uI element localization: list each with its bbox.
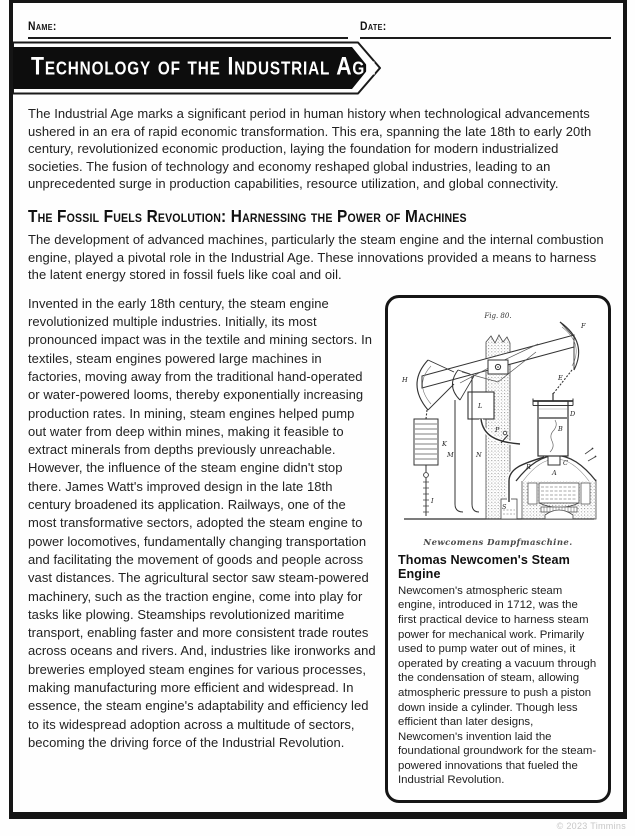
counterweight	[414, 419, 438, 516]
article-paragraph: Invented in the early 18th century, the steam engine revolutionized multiple industries. Initially, its most pronounced impact was in the textile and mining sectors. In textiles, steam engines powered large machines in factories, moving away from the traditional hand-operated or water-powered looms, thereby exponentially increasing production rates. In mining, steam engines helped pump out water from deep within mines, making it feasible to extract minerals from depths previously unreachable. However, the influence of the steam engine didn't stop there. James Watt's improved design in the late 18th century broadened its application. Railways, one of the most transformative sectors, adopted the steam engine to power locomotives, fundamentally changing transportation and facilitating the movement of goods and people across vast distances. The agricultural sector saw steam-powered machinery, such as the traction engine, come into play for tasks like plowing. Steamships revolutionized maritime transport, enabling faster and more consistent trade routes across oceans and rivers. And, industries like ironworks and breweries employed steam engines for various processes, making manufacturing more efficient and widespread. In essence, the steam engine's adaptability and efficiency led to its widespread adoption across a multitude of sectors, becoming the driving force of the Industrial Revolution.	[28, 295, 376, 750]
figure-box	[385, 295, 611, 803]
diagram-label-h: H	[402, 375, 408, 384]
copyright-text: © 2023 Timmins	[556, 821, 626, 831]
diagram-label-s: S	[502, 502, 507, 511]
diagram-label-m: M	[447, 450, 454, 459]
steam-engine-diagram	[398, 306, 598, 536]
name-label: Name:	[28, 21, 57, 33]
diagram-fig-label: Fig. 80.	[484, 311, 512, 320]
section-heading: The Fossil Fuels Revolution: Harnessing the Power of Machines	[28, 205, 467, 226]
diagram-label-e: E	[558, 373, 563, 382]
diagram-label-r: R	[526, 462, 531, 471]
date-input-line[interactable]	[360, 17, 611, 39]
intro-paragraph: The Industrial Age marks a significant period in human history when technological advancements ushered in an era of rapid economic transformation. This era, spanning the late 18th to early 20th century, revolutionized economic production, laying the foundation for modern industrialized societies. The fusion of technology and economy reshaped global industries, leading to an unprecedented surge in production capabilities, resource utilization, and global connectivity.	[28, 106, 592, 192]
title-banner	[13, 41, 391, 95]
page-content	[13, 3, 623, 803]
steam-cylinder	[533, 393, 573, 465]
section-intro-paragraph: The development of advanced machines, particularly the steam engine and the internal combustion engine, played a pivotal role in the Industrial Age. These innovations provided a means to harness the latent energy stored in fossil fuels like coal and oil.	[28, 231, 604, 283]
diagram-label-l: L	[478, 401, 483, 410]
diagram-label-c: C	[563, 458, 568, 467]
diagram-label-k: K	[442, 439, 447, 448]
header-row	[28, 17, 611, 39]
boiler-base	[522, 480, 596, 519]
diagram-label-i: I	[431, 496, 434, 505]
date-label: Date:	[360, 21, 387, 33]
diagram-label-n: N	[476, 450, 482, 459]
diagram-label-b: B	[558, 424, 563, 433]
name-input-line[interactable]	[28, 17, 348, 39]
figure-title: Thomas Newcomen's Steam Engine	[398, 552, 570, 581]
page-title: Technology of the Industrial Age	[31, 52, 377, 81]
diagram-label-f: F	[581, 321, 586, 330]
two-column-area	[28, 295, 611, 803]
left-arch-head	[417, 360, 454, 410]
figure-description: Newcomen's atmospheric steam engine, introduced in 1712, was the first practical device to harness steam power for mechanical work. Primarily used to pump water out of mines, it operated by creating a vacuum through the condensation of steam, allowing atmospheric pressure to push a piston down inside a cylinder. Though less efficient than later designs, Newcomen's invention laid the foundational groundwork for the steam-powered innovations that fueled the Industrial Revolution.	[398, 584, 597, 787]
diagram-label-p: P	[495, 425, 500, 434]
diagram-label-a: A	[552, 468, 557, 477]
engraving-caption: Newcomens Dampfmaschine.	[423, 537, 573, 548]
diagram-label-d: D	[570, 409, 576, 418]
